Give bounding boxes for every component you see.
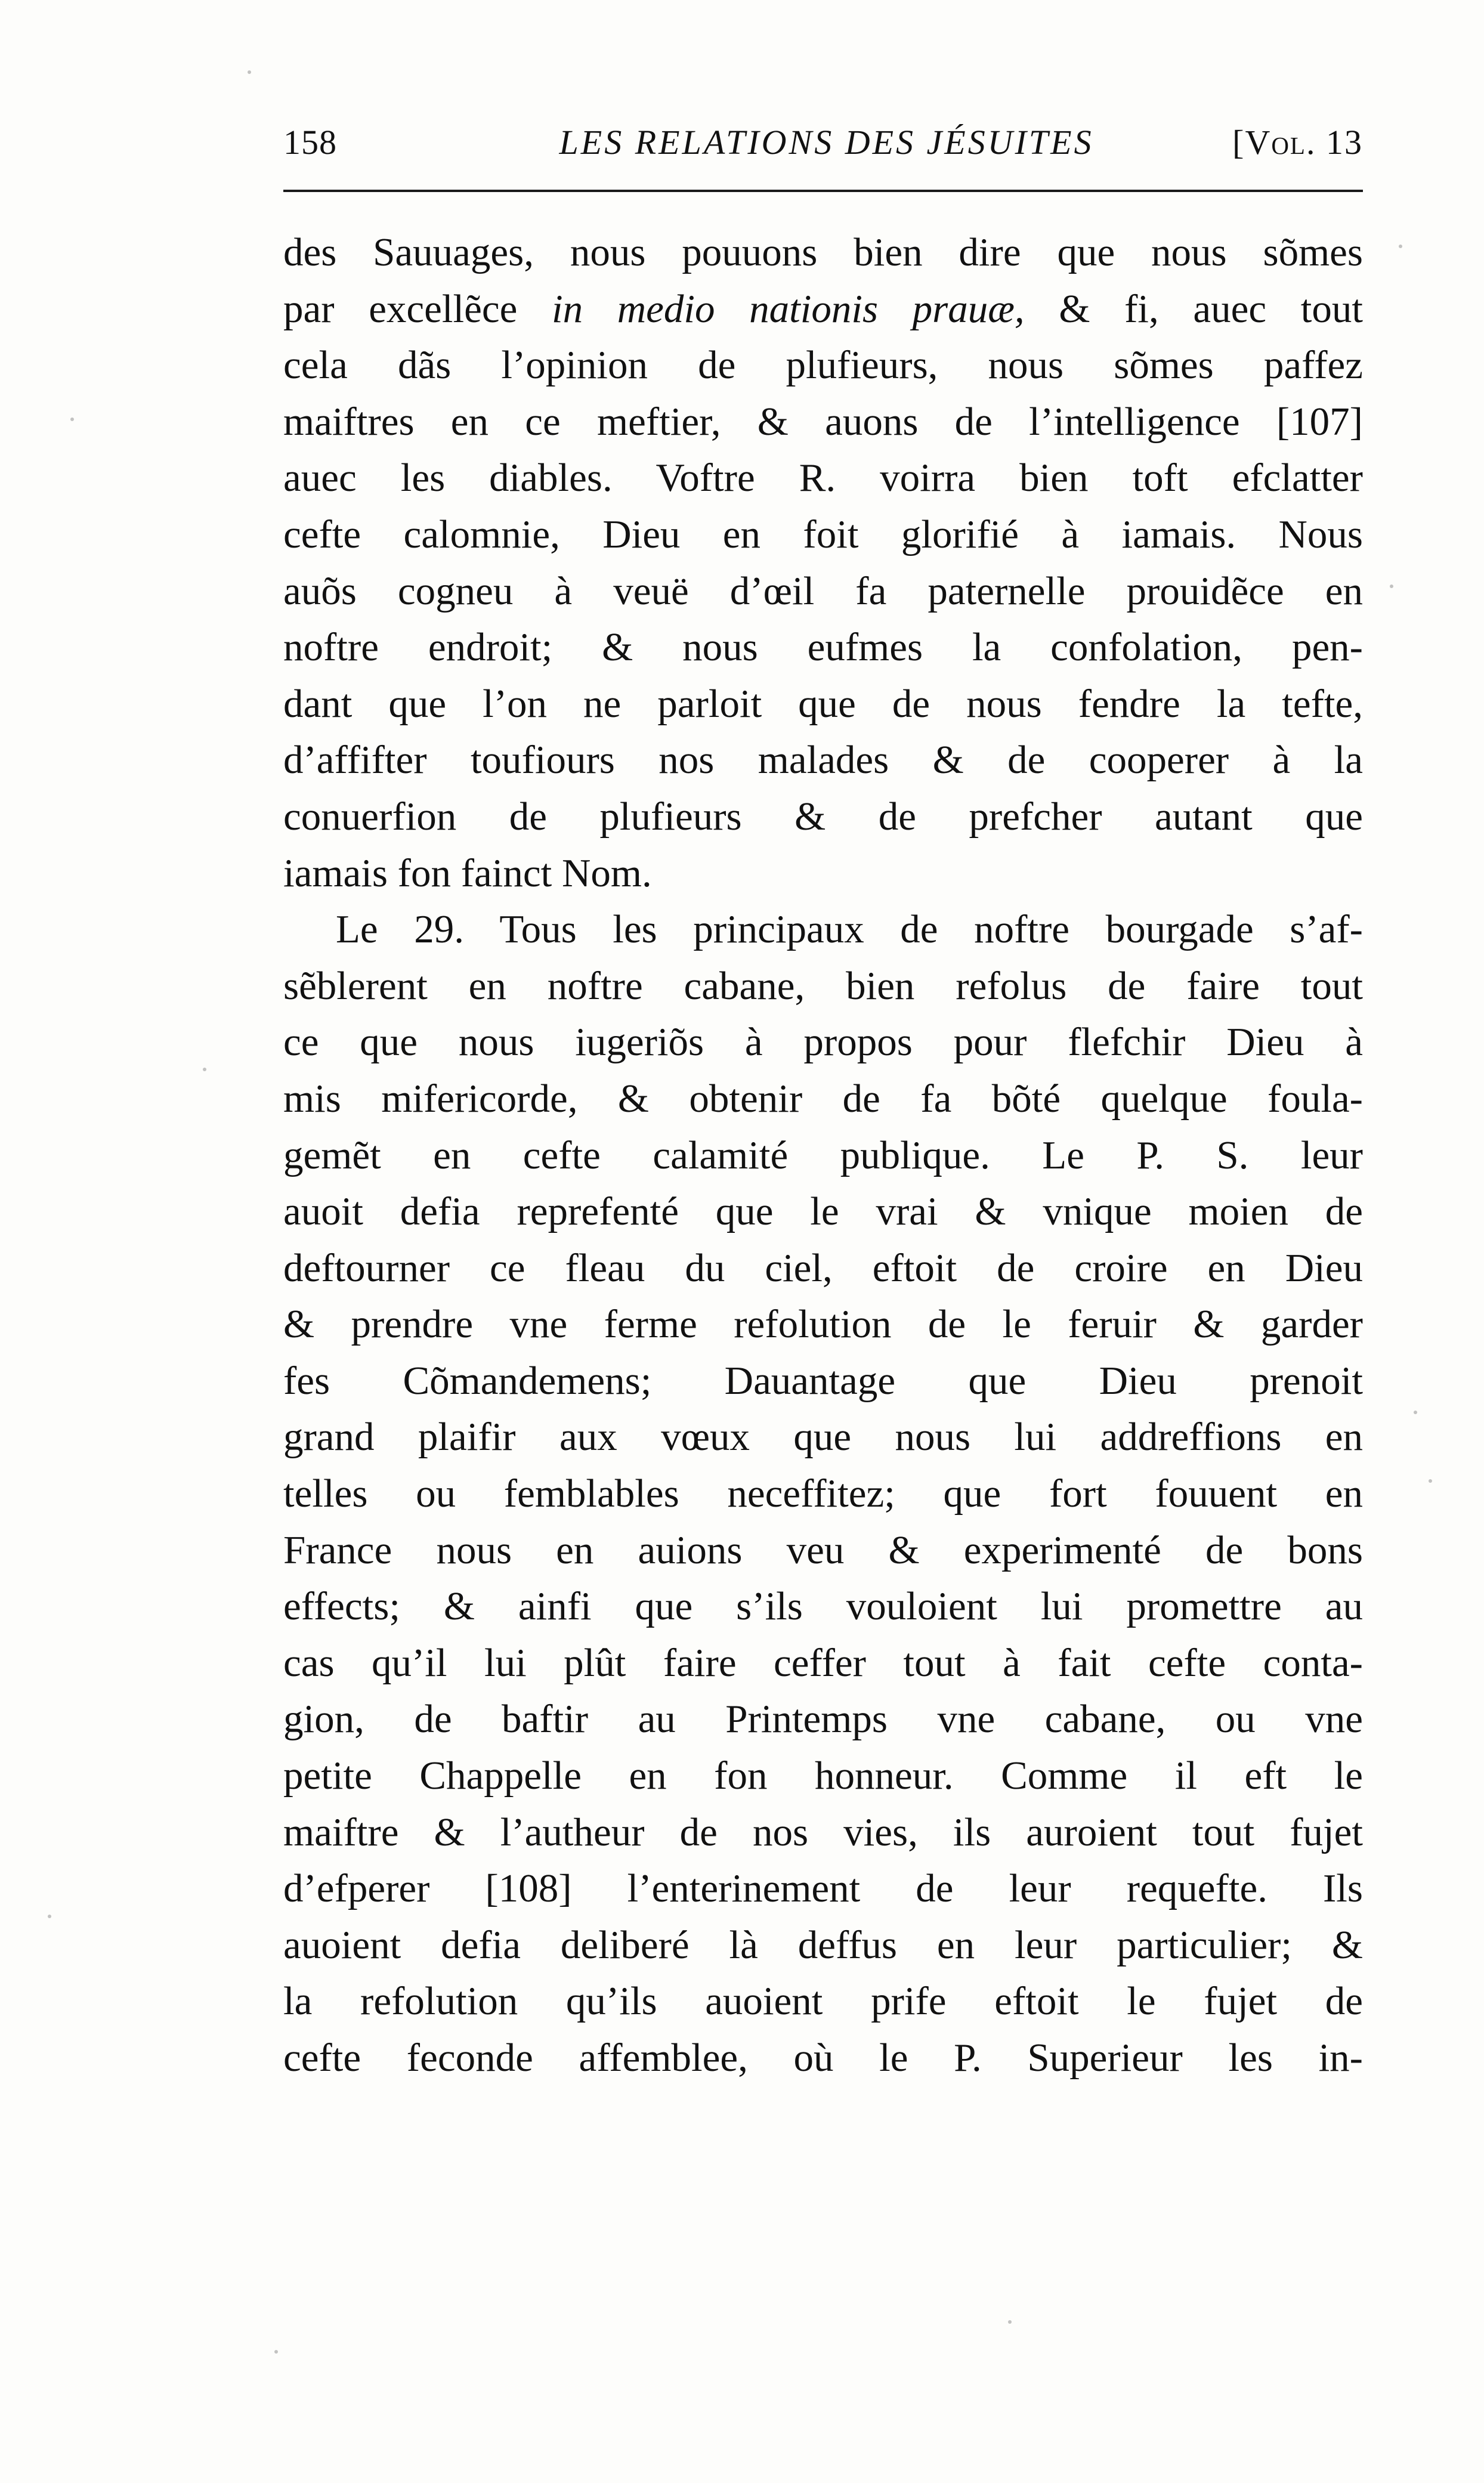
running-header (283, 122, 1363, 173)
text-line: maiftre & l’autheur de nos vies, ils auroient tout fujet (283, 1810, 1363, 1854)
text-line: gemẽt en cefte calamité publique. Le P. S. leur (283, 1133, 1363, 1177)
text-line: auoit defia reprefenté que le vrai & vnique moien de (283, 1189, 1363, 1234)
text-line: d’efperer [108] l’enterinement de leur requefte. Ils (283, 1866, 1363, 1911)
text-line: auõs cogneu à veuë d’œil fa paternelle prouidẽce en (283, 568, 1363, 613)
text-line: gion, de baftir au Printemps vne cabane, ou vne (283, 1697, 1363, 1742)
text-line: maiftres en ce meftier, & auons de l’intelligence [107] (283, 399, 1363, 444)
volume-label: [Vol. 13 (1232, 123, 1363, 162)
text-line: effects; & ainfi que s’ils vouloient lui promettre au (283, 1584, 1363, 1629)
paper-speck (1429, 1479, 1432, 1483)
text-segment: & fi, auec tout (1024, 286, 1363, 331)
text-line: la refolution qu’ils auoient prife eftoit le fujet de (283, 1979, 1363, 2024)
text-line: cela dãs l’opinion de plufieurs, nous sõmes paffez (283, 343, 1363, 388)
text-line: cas qu’il lui plût faire ceffer tout à fait cefte conta- (283, 1640, 1363, 1685)
text-line: sẽblerent en noftre cabane, bien refolus de faire tout (283, 963, 1363, 1008)
text-line: iamais fon fainct Nom. (283, 851, 652, 895)
text-line: petite Chappelle en fon honneur. Comme il eft le (283, 1754, 1363, 1798)
paper-speck (48, 1915, 51, 1918)
text-line: grand plaifir aux vœux que nous lui addreffions en (283, 1415, 1363, 1460)
body-text (283, 224, 1363, 2086)
text-line: deftourner ce fleau du ciel, eftoit de croire en Dieu (283, 1245, 1363, 1290)
paper-speck (1008, 2320, 1012, 2324)
text-segment: par excellẽce (283, 286, 552, 331)
paper-speck (1390, 585, 1393, 588)
latin-phrase: in medio nationis prauæ, (551, 286, 1025, 331)
text-line: auoient defia deliberé là deffus en leur particulier; & (283, 1922, 1363, 1967)
text-line (283, 281, 1363, 338)
text-line: telles ou femblables neceffitez; que fort fouuent en (283, 1471, 1363, 1516)
paper-speck (274, 2350, 278, 2354)
paper-speck (1414, 1411, 1417, 1414)
text-line: des Sauuages, nous pouuons bien dire que nous sõmes (283, 230, 1363, 274)
paper-speck (248, 70, 251, 74)
text-line: cefte feconde affemblee, où le P. Superieur les in- (283, 2036, 1363, 2080)
running-title: LES RELATIONS DES JÉSUITES (559, 123, 1094, 162)
text-line: mis mifericorde, & obtenir de fa bõté quelque foula- (283, 1076, 1363, 1121)
page-number: 158 (283, 123, 337, 162)
text-line: d’affifter toufiours nos malades & de cooperer à la (283, 738, 1363, 783)
text-line: dant que l’on ne parloit que de nous fendre la tefte, (283, 681, 1363, 726)
text-line: France nous en auions veu & experimenté de bons (283, 1527, 1363, 1572)
text-line: noftre endroit; & nous eufmes la confolation, pen- (283, 625, 1363, 670)
text-line: auec les diables. Voftre R. voirra bien toft efclatter (283, 456, 1363, 500)
text-line: & prendre vne ferme refolution de le feruir & garder (283, 1302, 1363, 1347)
paper-speck (203, 1068, 206, 1071)
text-line: fes Cõmandemens; Dauantage que Dieu prenoit (283, 1358, 1363, 1403)
text-line: ce que nous iugeriõs à propos pour flefchir Dieu à (283, 1020, 1363, 1065)
paper-speck (70, 418, 74, 421)
header-rule (283, 190, 1363, 192)
text-line: cefte calomnie, Dieu en foit glorifié à iamais. Nous (283, 512, 1363, 556)
text-line: conuerfion de plufieurs & de prefcher autant que (283, 794, 1363, 839)
paragraph-start-line: Le 29. Tous les principaux de noftre bourgade s’af- (336, 907, 1363, 952)
paper-speck (1399, 245, 1402, 248)
